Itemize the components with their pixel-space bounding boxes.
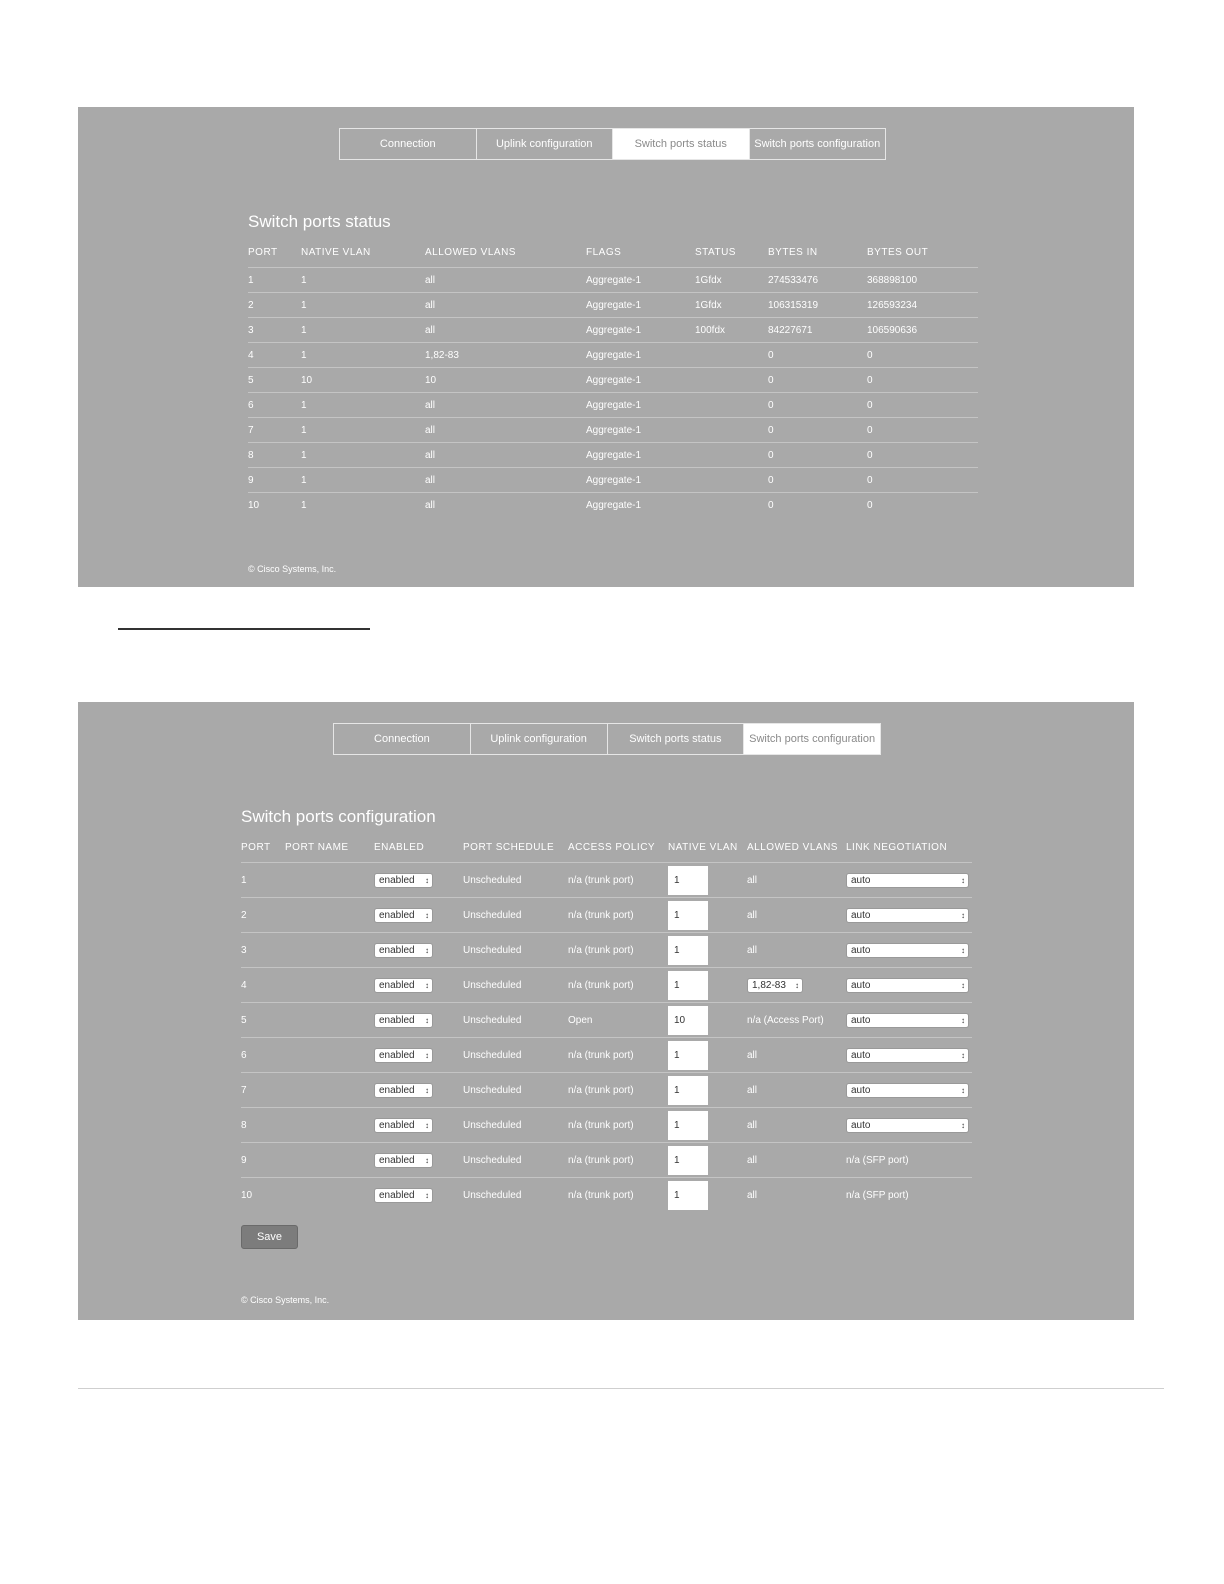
port-name-cell[interactable]	[285, 1143, 374, 1178]
col-status-cell	[695, 443, 768, 468]
port-name-cell[interactable]	[285, 933, 374, 968]
up-down-chevron-icon: ↕	[961, 945, 965, 955]
col-bytes-out-cell: 0	[867, 368, 978, 393]
tab-switch-ports-configuration[interactable]: Switch ports configuration	[754, 138, 881, 150]
allowed-vlans-cell: all	[747, 1108, 846, 1143]
port-schedule-cell: Unscheduled	[463, 968, 568, 1003]
col-flags-cell: Aggregate-1	[586, 343, 695, 368]
access-policy-cell: n/a (trunk port)	[568, 1143, 668, 1178]
col-native-vlan-cell: 1	[301, 418, 425, 443]
col-allowed-vlans-cell: all	[425, 268, 586, 293]
col-bytes-in-cell: 0	[768, 343, 867, 368]
native-vlan-input[interactable]: 1	[668, 1076, 708, 1105]
col-allowed-vlans-header: ALLOWED VLANS	[425, 246, 516, 258]
table-row	[248, 293, 978, 318]
col-allowed-vlans-cell: all	[425, 293, 586, 318]
col-allowed-vlans-cell: 10	[425, 368, 586, 393]
native-vlan-cell	[668, 898, 747, 933]
col-port-cell: 5	[248, 368, 301, 393]
col-bytes-in-header: BYTES IN	[768, 246, 818, 258]
col-bytes-out-cell: 0	[867, 418, 978, 443]
access-policy-cell: n/a (trunk port)	[568, 933, 668, 968]
enabled-select[interactable]	[374, 943, 433, 958]
col-bytes-in-cell: 274533476	[768, 268, 867, 293]
col-access-policy-header: ACCESS POLICY	[568, 841, 656, 853]
col-port-cell: 8	[248, 443, 301, 468]
port-name-cell[interactable]	[285, 863, 374, 898]
col-status-cell	[695, 493, 768, 518]
enabled-cell	[374, 1178, 463, 1213]
link-negotiation-select-value: auto	[851, 1084, 871, 1096]
col-port-header: PORT	[248, 246, 278, 258]
col-allowed-vlans-cell: all	[425, 493, 586, 518]
copyright-footer: © Cisco Systems, Inc.	[241, 1295, 330, 1305]
up-down-chevron-icon: ↕	[961, 980, 965, 990]
table-row	[248, 443, 978, 468]
tab-connection[interactable]: Connection	[334, 724, 471, 754]
col-bytes-in-cell: 106315319	[768, 293, 867, 318]
col-native-vlan-cell: 1	[301, 293, 425, 318]
access-policy-cell: n/a (trunk port)	[568, 898, 668, 933]
enabled-select[interactable]	[374, 1083, 433, 1098]
link-negotiation-select[interactable]	[846, 978, 969, 993]
table-row	[248, 468, 978, 493]
col-native-vlan-cell: 1	[301, 318, 425, 343]
link-negotiation-select[interactable]	[846, 1048, 969, 1063]
up-down-chevron-icon: ↕	[425, 945, 429, 955]
port-number: 4	[241, 968, 285, 1003]
table-header-row	[241, 832, 972, 863]
enabled-select[interactable]	[374, 1118, 433, 1133]
col-bytes-in-cell: 0	[768, 493, 867, 518]
table-row	[241, 1038, 972, 1073]
access-policy-cell: Open	[568, 1003, 668, 1038]
native-vlan-cell	[668, 1143, 747, 1178]
link-negotiation-select[interactable]	[846, 1118, 969, 1133]
link-negotiation-cell	[846, 933, 972, 968]
native-vlan-input[interactable]: 1	[668, 866, 708, 895]
link-negotiation-cell	[846, 1038, 972, 1073]
native-vlan-cell	[668, 1073, 747, 1108]
table-row	[241, 863, 972, 898]
col-bytes-out-cell: 0	[867, 443, 978, 468]
native-vlan-cell	[668, 933, 747, 968]
port-number: 6	[241, 1038, 285, 1073]
tab-bar	[333, 723, 881, 755]
col-port-cell: 9	[248, 468, 301, 493]
table-row	[241, 898, 972, 933]
col-bytes-in-cell: 0	[768, 418, 867, 443]
col-status-cell	[695, 368, 768, 393]
allowed-vlans-cell: all	[747, 1178, 846, 1213]
table-row	[248, 393, 978, 418]
access-policy-cell: n/a (trunk port)	[568, 1178, 668, 1213]
native-vlan-input[interactable]: 1	[668, 936, 708, 965]
page-title: Switch ports status	[248, 212, 391, 231]
col-flags-cell: Aggregate-1	[586, 318, 695, 343]
port-name-cell[interactable]	[285, 1108, 374, 1143]
col-link-negotiation-header: LINK NEGOTIATION	[846, 841, 948, 853]
link-negotiation-cell	[846, 863, 972, 898]
access-policy-cell: n/a (trunk port)	[568, 863, 668, 898]
col-bytes-in-cell: 0	[768, 393, 867, 418]
switch-ports-configuration-screen	[78, 702, 1134, 1320]
native-vlan-input[interactable]: 1	[668, 971, 708, 1000]
tab-switch-ports-configuration[interactable]: Switch ports configuration	[744, 724, 880, 754]
col-allowed-vlans-cell: all	[425, 443, 586, 468]
enabled-select-value: enabled	[379, 1119, 415, 1131]
col-status-cell: 1Gfdx	[695, 293, 768, 318]
col-allowed-vlans-cell: all	[425, 318, 586, 343]
port-schedule-cell: Unscheduled	[463, 863, 568, 898]
col-bytes-out-cell: 106590636	[867, 318, 978, 343]
up-down-chevron-icon: ↕	[425, 1190, 429, 1200]
port-number: 3	[241, 933, 285, 968]
port-name-cell[interactable]	[285, 898, 374, 933]
col-allowed-vlans-cell: 1,82-83	[425, 343, 586, 368]
col-allowed-vlans-cell: all	[425, 418, 586, 443]
up-down-chevron-icon: ↕	[961, 875, 965, 885]
enabled-select-value: enabled	[379, 909, 415, 921]
col-status-cell	[695, 468, 768, 493]
native-vlan-cell	[668, 1038, 747, 1073]
port-schedule-cell: Unscheduled	[463, 1073, 568, 1108]
col-flags-header: FLAGS	[586, 246, 622, 258]
access-policy-cell: n/a (trunk port)	[568, 1038, 668, 1073]
link-negotiation-cell	[846, 1073, 972, 1108]
allowed-vlans-cell: all	[747, 898, 846, 933]
col-flags-cell: Aggregate-1	[586, 468, 695, 493]
col-status-cell	[695, 418, 768, 443]
up-down-chevron-icon: ↕	[961, 1120, 965, 1130]
table-row	[248, 368, 978, 393]
up-down-chevron-icon: ↕	[425, 1015, 429, 1025]
enabled-select-value: enabled	[379, 1014, 415, 1026]
link-negotiation-select-value: auto	[851, 944, 871, 956]
native-vlan-cell	[668, 1178, 747, 1213]
enabled-select-value: enabled	[379, 979, 415, 991]
table-row	[248, 493, 978, 518]
col-port-header: PORT	[241, 841, 271, 853]
enabled-cell	[374, 898, 463, 933]
port-number: 5	[241, 1003, 285, 1038]
up-down-chevron-icon: ↕	[961, 910, 965, 920]
port-schedule-cell: Unscheduled	[463, 898, 568, 933]
port-name-cell[interactable]	[285, 1073, 374, 1108]
enabled-select-value: enabled	[379, 944, 415, 956]
enabled-select[interactable]	[374, 908, 433, 923]
enabled-cell	[374, 933, 463, 968]
link-negotiation-cell	[846, 898, 972, 933]
enabled-select-value: enabled	[379, 874, 415, 886]
table-row	[241, 1073, 972, 1108]
col-bytes-out-cell: 126593234	[867, 293, 978, 318]
col-bytes-in-cell: 0	[768, 443, 867, 468]
port-number: 10	[241, 1178, 285, 1213]
link-negotiation-select-value: auto	[851, 874, 871, 886]
table-row	[248, 318, 978, 343]
col-flags-cell: Aggregate-1	[586, 268, 695, 293]
tab-connection[interactable]: Connection	[340, 129, 477, 159]
link-negotiation-select-value: auto	[851, 1049, 871, 1061]
col-bytes-in-cell: 84227671	[768, 318, 867, 343]
col-port-cell: 10	[248, 493, 301, 518]
col-flags-cell: Aggregate-1	[586, 293, 695, 318]
up-down-chevron-icon: ↕	[961, 1015, 965, 1025]
tab-bar	[339, 128, 886, 160]
col-flags-cell: Aggregate-1	[586, 368, 695, 393]
allowed-vlans-cell: n/a (Access Port)	[747, 1003, 846, 1038]
link-negotiation-select[interactable]	[846, 1013, 969, 1028]
link-negotiation-select-value: auto	[851, 979, 871, 991]
col-port-cell: 7	[248, 418, 301, 443]
up-down-chevron-icon: ↕	[425, 875, 429, 885]
col-port-name-header: PORT NAME	[285, 841, 349, 853]
port-schedule-cell: Unscheduled	[463, 1038, 568, 1073]
col-bytes-out-cell: 0	[867, 393, 978, 418]
tab-uplink-configuration[interactable]: Uplink configuration	[471, 724, 608, 754]
native-vlan-input[interactable]: 1	[668, 1181, 708, 1210]
enabled-cell	[374, 863, 463, 898]
tab-switch-ports-status[interactable]: Switch ports status	[613, 129, 750, 159]
table-row	[248, 268, 978, 293]
port-number: 7	[241, 1073, 285, 1108]
table-row	[241, 968, 972, 1003]
enabled-cell	[374, 1003, 463, 1038]
switch-ports-configuration-table	[241, 832, 972, 1212]
enabled-select[interactable]	[374, 1048, 433, 1063]
link-negotiation-cell	[846, 1003, 972, 1038]
link-negotiation-select[interactable]	[846, 873, 969, 888]
enabled-select[interactable]	[374, 1013, 433, 1028]
col-native-vlan-header: NATIVE VLAN	[301, 246, 371, 258]
col-port-cell: 3	[248, 318, 301, 343]
col-allowed-vlans-cell: all	[425, 393, 586, 418]
col-bytes-out-cell: 0	[867, 343, 978, 368]
port-schedule-cell: Unscheduled	[463, 933, 568, 968]
col-native-vlan-cell: 1	[301, 343, 425, 368]
copyright-footer: © Cisco Systems, Inc.	[248, 564, 337, 574]
access-policy-cell: n/a (trunk port)	[568, 968, 668, 1003]
enabled-cell	[374, 968, 463, 1003]
up-down-chevron-icon: ↕	[425, 1155, 429, 1165]
port-number: 2	[241, 898, 285, 933]
port-number: 1	[241, 863, 285, 898]
col-bytes-out-cell: 0	[867, 468, 978, 493]
link-negotiation-select[interactable]	[846, 908, 969, 923]
col-status-cell	[695, 393, 768, 418]
native-vlan-input[interactable]: 1	[668, 1111, 708, 1140]
up-down-chevron-icon: ↕	[425, 1085, 429, 1095]
table-row	[248, 418, 978, 443]
native-vlan-input[interactable]: 1	[668, 1041, 708, 1070]
enabled-cell	[374, 1108, 463, 1143]
allowed-vlans-cell: all	[747, 863, 846, 898]
col-bytes-out-header: BYTES OUT	[867, 246, 929, 258]
enabled-select[interactable]	[374, 978, 433, 993]
allowed-vlans-cell: all	[747, 1143, 846, 1178]
allowed-vlans-select-value: 1,82-83	[752, 979, 786, 991]
enabled-select[interactable]	[374, 1188, 433, 1203]
col-native-vlan-cell: 1	[301, 443, 425, 468]
port-schedule-cell: Unscheduled	[463, 1108, 568, 1143]
port-name-cell[interactable]	[285, 1178, 374, 1213]
port-schedule-cell: Unscheduled	[463, 1143, 568, 1178]
enabled-cell	[374, 1073, 463, 1108]
col-status-header: STATUS	[695, 246, 736, 258]
port-schedule-cell: Unscheduled	[463, 1003, 568, 1038]
up-down-chevron-icon: ↕	[425, 1050, 429, 1060]
col-bytes-out-cell: 0	[867, 493, 978, 518]
link-negotiation-cell: n/a (SFP port)	[846, 1143, 972, 1178]
tab-uplink-configuration[interactable]: Uplink configuration	[477, 129, 614, 159]
link-negotiation-cell	[846, 968, 972, 1003]
enabled-select[interactable]	[374, 873, 433, 888]
native-vlan-cell	[668, 1003, 747, 1038]
link-negotiation-select[interactable]	[846, 943, 969, 958]
table-header-row	[248, 237, 978, 268]
allowed-vlans-cell: all	[747, 1038, 846, 1073]
col-native-vlan-cell: 1	[301, 468, 425, 493]
col-port-cell: 4	[248, 343, 301, 368]
up-down-chevron-icon: ↕	[795, 980, 799, 990]
col-port-cell: 6	[248, 393, 301, 418]
save-button[interactable]: Save	[241, 1225, 298, 1249]
access-policy-cell: n/a (trunk port)	[568, 1108, 668, 1143]
col-flags-cell: Aggregate-1	[586, 418, 695, 443]
native-vlan-input[interactable]: 1	[668, 1146, 708, 1175]
col-enabled-header: ENABLED	[374, 841, 425, 853]
up-down-chevron-icon: ↕	[425, 1120, 429, 1130]
enabled-cell	[374, 1038, 463, 1073]
col-native-vlan-cell: 1	[301, 493, 425, 518]
switch-ports-status-screen	[78, 107, 1134, 587]
page-divider	[78, 1388, 1164, 1389]
col-status-cell: 1Gfdx	[695, 268, 768, 293]
col-port-cell: 1	[248, 268, 301, 293]
allowed-vlans-cell: all	[747, 933, 846, 968]
native-vlan-input[interactable]: 1	[668, 901, 708, 930]
enabled-select-value: enabled	[379, 1049, 415, 1061]
enabled-select-value: enabled	[379, 1084, 415, 1096]
link-negotiation-cell: n/a (SFP port)	[846, 1178, 972, 1213]
tab-switch-ports-status[interactable]: Switch ports status	[608, 724, 745, 754]
enabled-cell	[374, 1143, 463, 1178]
allowed-vlans-cell: all	[747, 1073, 846, 1108]
port-number: 8	[241, 1108, 285, 1143]
col-flags-cell: Aggregate-1	[586, 493, 695, 518]
enabled-select-value: enabled	[379, 1189, 415, 1201]
up-down-chevron-icon: ↕	[961, 1085, 965, 1095]
link-negotiation-select-value: auto	[851, 1119, 871, 1131]
up-down-chevron-icon: ↕	[961, 1050, 965, 1060]
native-vlan-cell	[668, 863, 747, 898]
link-negotiation-select[interactable]	[846, 1083, 969, 1098]
link-negotiation-select-value: auto	[851, 1014, 871, 1026]
native-vlan-cell	[668, 968, 747, 1003]
port-name-cell[interactable]	[285, 1003, 374, 1038]
col-native-vlan-cell: 1	[301, 393, 425, 418]
table-row	[241, 1108, 972, 1143]
up-down-chevron-icon: ↕	[425, 910, 429, 920]
link-negotiation-cell	[846, 1108, 972, 1143]
port-name-cell[interactable]	[285, 1038, 374, 1073]
col-native-vlan-cell: 1	[301, 268, 425, 293]
table-row	[241, 1178, 972, 1213]
port-schedule-cell: Unscheduled	[463, 1178, 568, 1213]
up-down-chevron-icon: ↕	[425, 980, 429, 990]
separator-line	[118, 628, 370, 630]
page-title: Switch ports configuration	[241, 807, 436, 826]
col-status-cell: 100fdx	[695, 318, 768, 343]
col-flags-cell: Aggregate-1	[586, 443, 695, 468]
col-allowed-vlans-header: ALLOWED VLANS	[747, 841, 838, 853]
port-number: 9	[241, 1143, 285, 1178]
link-negotiation-select-value: auto	[851, 909, 871, 921]
port-name-cell[interactable]	[285, 968, 374, 1003]
table-row	[241, 1143, 972, 1178]
col-flags-cell: Aggregate-1	[586, 393, 695, 418]
table-row	[241, 933, 972, 968]
switch-ports-status-table	[248, 237, 978, 517]
col-native-vlan-cell: 10	[301, 368, 425, 393]
col-native-vlan-header: NATIVE VLAN	[668, 841, 738, 853]
native-vlan-cell	[668, 1108, 747, 1143]
native-vlan-input[interactable]: 10	[668, 1006, 708, 1035]
col-status-cell	[695, 343, 768, 368]
allowed-vlans-cell	[747, 968, 846, 1003]
col-port-cell: 2	[248, 293, 301, 318]
col-port-schedule-header: PORT SCHEDULE	[463, 841, 555, 853]
access-policy-cell: n/a (trunk port)	[568, 1073, 668, 1108]
col-bytes-in-cell: 0	[768, 468, 867, 493]
enabled-select-value: enabled	[379, 1154, 415, 1166]
enabled-select[interactable]	[374, 1153, 433, 1168]
col-allowed-vlans-cell: all	[425, 468, 586, 493]
col-bytes-out-cell: 368898100	[867, 268, 978, 293]
table-row	[248, 343, 978, 368]
col-bytes-in-cell: 0	[768, 368, 867, 393]
allowed-vlans-select[interactable]	[747, 978, 803, 993]
table-row	[241, 1003, 972, 1038]
